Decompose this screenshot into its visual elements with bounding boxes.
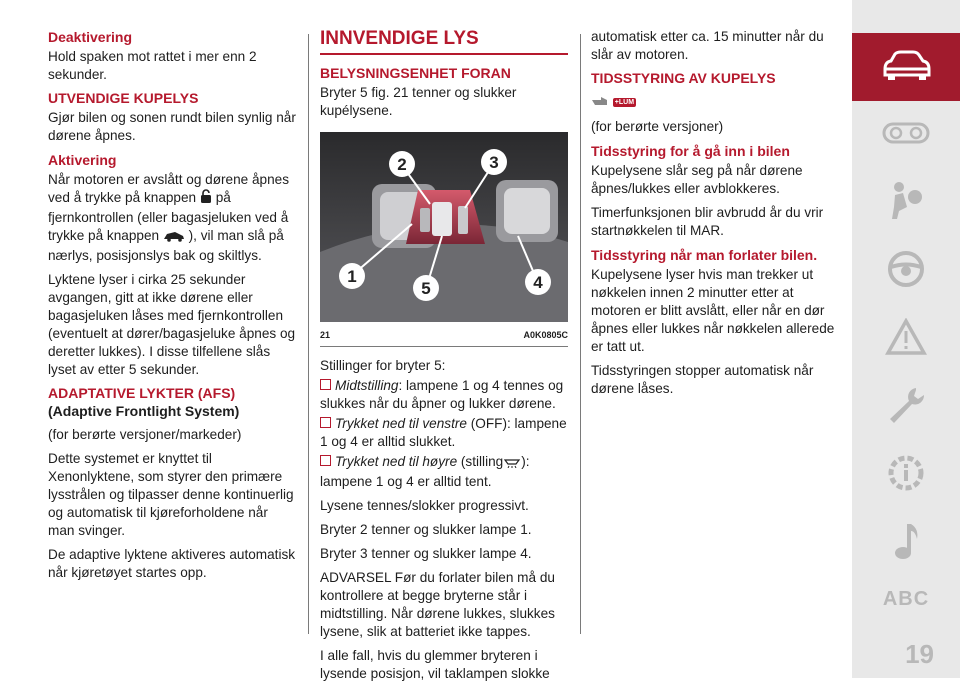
paragraph-aktivering bbox=[48, 171, 296, 265]
chapter-sidebar bbox=[852, 0, 960, 678]
car-icon bbox=[879, 49, 933, 86]
text: ), vil man slå på nærlys, posisjonslys bak og skiltlys. bbox=[48, 228, 284, 263]
paragraph: Kupelysene lyser hvis man trekker ut nøkkelen innen 2 minutter etter at motoren er blitt avslått, eller når en dør åpnes eller lukkes når nøkkelen allerede er tatt ut. bbox=[591, 267, 835, 354]
paragraph: I alle fall, hvis du glemmer bryteren i lysende posisjon, vil taklampen slokke bbox=[320, 648, 550, 681]
music-note-icon bbox=[891, 521, 921, 566]
bullet-icon bbox=[320, 417, 331, 428]
airbag-person-icon bbox=[889, 181, 923, 226]
heading-ut: Tidsstyring når man forlater bilen. bbox=[591, 247, 818, 263]
interior-light-icon bbox=[503, 455, 521, 473]
sidebar-item-warnings[interactable] bbox=[852, 305, 960, 373]
figure-number: 21 bbox=[320, 330, 331, 340]
dashboard-icon bbox=[882, 120, 930, 151]
sidebar-item-safety[interactable] bbox=[852, 169, 960, 237]
heading-deaktivering: Deaktivering bbox=[48, 29, 133, 45]
paragraph: Bryter 3 tenner og slukker lampe 4. bbox=[320, 546, 532, 561]
bullet-item bbox=[320, 377, 568, 413]
ceiling-light-illustration bbox=[320, 132, 568, 322]
version-badge: +LUM bbox=[614, 99, 635, 106]
paragraph: Dette systemet er knyttet til Xenonlyktene, som styrer den primære lysstrålen og tilpasser denne kontinuerlig og automatisk til kjøreforholdene når man svinger. bbox=[48, 451, 294, 538]
figure-code: A0K0805C bbox=[523, 330, 568, 340]
paragraph: Tidsstyringen stopper automatisk når dørene låses. bbox=[591, 363, 814, 396]
sidebar-item-index[interactable] bbox=[852, 565, 960, 633]
paragraph: Hold spaken mot rattet i mer enn 2 sekunder. bbox=[48, 49, 257, 82]
title-rule bbox=[320, 53, 568, 55]
paragraph: Kupelysene slår seg på når dørene åpnes/lukkes eller avblokkeres. bbox=[591, 163, 803, 196]
sidebar-item-dashboard[interactable] bbox=[852, 101, 960, 169]
steering-wheel-icon bbox=[886, 249, 926, 294]
subheading-afs: (Adaptive Frontlight System) bbox=[48, 403, 240, 419]
sidebar-item-emergency[interactable] bbox=[852, 373, 960, 441]
warning-triangle-icon bbox=[885, 318, 927, 361]
section-title: INNVENDIGE LYS bbox=[320, 28, 479, 49]
warning-paragraph: ADVARSEL Før du forlater bilen må du kontrollere at begge bryterne står i midtstilling. Når dørene lukkes, slukkes lysene, slik at batteriet ikke tappes. bbox=[320, 570, 555, 639]
paragraph: Timerfunksjonen blir avbrudd år du vrir startnøkkelen til MAR. bbox=[591, 205, 824, 238]
callout-2 bbox=[389, 151, 415, 177]
unlock-icon bbox=[200, 189, 212, 209]
paragraph: (for berørte versjoner/markeder) bbox=[48, 427, 242, 442]
sidebar-item-maintenance[interactable] bbox=[852, 441, 960, 509]
bullet-text: : lampene 1 og 4 tennes og slukkes når du åpner og lukker dørene. bbox=[320, 378, 564, 411]
paragraph: Lysene tennes/slokker progressivt. bbox=[320, 498, 529, 513]
heading-belysningsenhet: BELYSNINGSENHET FORAN bbox=[320, 65, 511, 81]
heading-afs: ADAPTATIVE LYKTER (AFS) bbox=[48, 385, 236, 401]
paragraph: De adaptive lyktene aktiveres automatisk når kjøretøyet startes opp. bbox=[48, 547, 296, 580]
bullet-icon bbox=[320, 455, 331, 466]
svg-text:3: 3 bbox=[489, 153, 499, 172]
paragraph: (for berørte versjoner) bbox=[591, 119, 724, 134]
heading-inn: Tidsstyring for å gå inn i bilen bbox=[591, 143, 790, 159]
sidebar-item-car[interactable] bbox=[852, 33, 960, 101]
paragraph: Stillinger for bryter 5: bbox=[320, 358, 446, 373]
heading-aktivering: Aktivering bbox=[48, 152, 117, 168]
hand-pointer-icon bbox=[591, 93, 609, 111]
paragraph: Bryter 5 fig. 21 tenner og slukker kupélysene. bbox=[320, 85, 517, 118]
callout-3 bbox=[481, 149, 507, 175]
figure-ceiling-light bbox=[320, 132, 568, 322]
info-gear-icon bbox=[885, 452, 927, 499]
paragraph: Lyktene lyser i cirka 25 sekunder avgangen, gitt at ikke dørene eller bagasjeluken låses med fjernkontrollen (eventuelt at dører/bagasjeluke åpnes og deretter lukkes). I disse tilfellene slås lyset av etter 5 sekunder. bbox=[48, 272, 296, 377]
callout-1 bbox=[339, 263, 365, 289]
svg-text:2: 2 bbox=[397, 155, 407, 174]
bullet-label: Trykket ned til høyre bbox=[335, 454, 458, 469]
paragraph: Bryter 2 tenner og slukker lampe 1. bbox=[320, 522, 532, 537]
bullet-text: (OFF): lampene 1 og 4 er alltid slukket. bbox=[320, 416, 567, 449]
column-right bbox=[591, 28, 839, 404]
text: på fjernkontrollen (eller bagasjeluken ved å trykke på knappen bbox=[48, 190, 289, 243]
bullet-item bbox=[320, 415, 568, 451]
heading-tidsstyring: TIDSSTYRING AV KUPELYS bbox=[591, 70, 776, 86]
paragraph: Gjør bilen og sonen rundt bilen synlig når dørene åpnes. bbox=[48, 110, 296, 143]
bullet-icon bbox=[320, 379, 331, 390]
svg-text:4: 4 bbox=[533, 273, 543, 292]
wrench-icon bbox=[886, 385, 926, 430]
svg-text:1: 1 bbox=[347, 267, 357, 286]
index-label: ABC bbox=[882, 587, 930, 610]
version-icons bbox=[591, 91, 839, 112]
column-divider bbox=[580, 34, 581, 634]
text: Når motoren er avslått og dørene åpnes ved å trykke på knappen bbox=[48, 172, 290, 205]
bullet-text: ): lampene 1 og 4 er alltid tent. bbox=[320, 454, 530, 489]
callout-4 bbox=[525, 269, 551, 295]
callout-5 bbox=[413, 275, 439, 301]
page-number: 19 bbox=[905, 639, 934, 669]
column-divider bbox=[308, 34, 309, 634]
column-middle bbox=[320, 28, 568, 689]
bullet-label: Midtstilling bbox=[335, 378, 399, 393]
bullet-label: Trykket ned til venstre bbox=[335, 416, 467, 431]
column-left bbox=[48, 28, 296, 588]
bullet-item bbox=[320, 453, 568, 491]
figure-caption bbox=[320, 326, 568, 347]
bullet-text: (stilling bbox=[457, 454, 504, 469]
trunk-icon bbox=[163, 229, 185, 247]
svg-text:5: 5 bbox=[421, 279, 431, 298]
paragraph: automatisk etter ca. 15 minutter når du slår av motoren. bbox=[591, 29, 824, 62]
sidebar-item-driving[interactable] bbox=[852, 237, 960, 305]
heading-utvendige-kupelys: UTVENDIGE KUPELYS bbox=[48, 90, 199, 106]
